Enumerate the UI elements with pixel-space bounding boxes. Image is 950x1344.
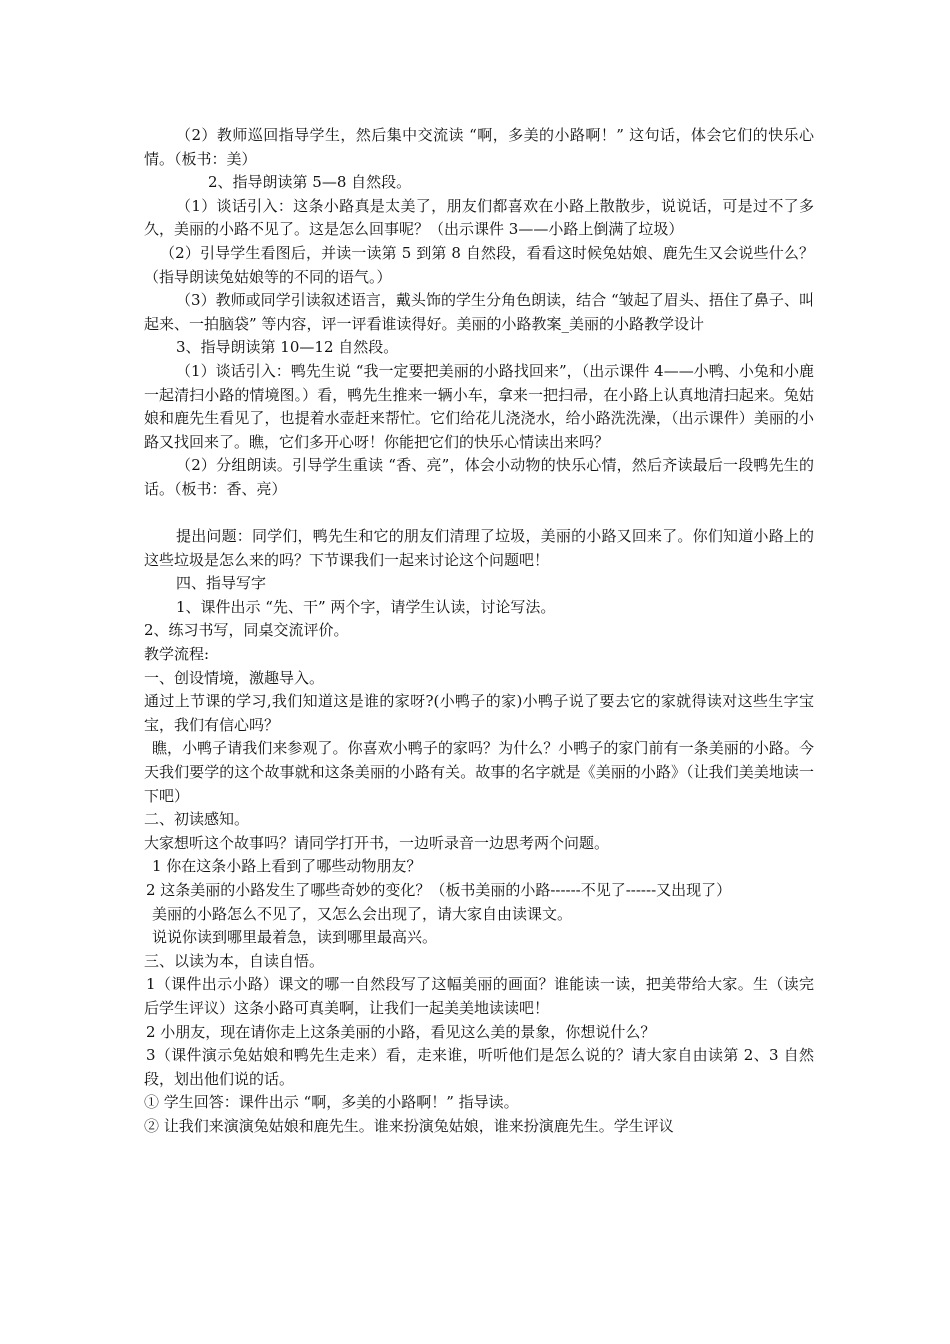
section-heading: 一、创设情境，激趣导入。: [144, 668, 325, 687]
section-heading: 四、指导写字: [176, 574, 267, 593]
paragraph: 2、练习书写，同桌交流评价。: [144, 621, 349, 640]
list-item: 1 你在这条小路上看到了哪些动物朋友？: [152, 857, 422, 876]
list-item: ① 学生回答：课件出示 “啊，多美的小路啊！” 指导读。: [144, 1093, 519, 1112]
section-heading: 二、初读感知。: [144, 810, 250, 829]
paragraph: 美丽的小路怎么不见了，又怎么会出现了，请大家自由读课文。: [152, 904, 573, 923]
paragraph: 3、指导朗读第 10—12 自然段。: [176, 338, 399, 357]
paragraph: （2）分组朗读。引导学生重读 “香、亮”，体会小动物的快乐心情，然后齐读最后一段鸭先生的话。（板书：香、亮）: [144, 456, 814, 498]
paragraph: （1）谈话引入：鸭先生说 “我一定要把美丽的小路找回来”，（出示课件 4——小鸭、小兔和小鹿一起清扫小路的情境图。）看，鸭先生推来一辆小车，拿来一把扫帚，在小路上认真地清扫起来。兔姑娘和鹿先生看见了，也提着水壶赶来帮忙。它们给花儿浇浇水，给小路洗洗澡，（出示课件）美丽的小路又找回来了。瞧，它们多开心呀！你能把它们的快乐心情读出来吗？: [144, 361, 814, 451]
list-item: 1（课件出示小路）课文的哪一自然段写了这幅美丽的画面？谁能读一读，把美带给大家。生（读完后学生评议）这条小路可真美啊，让我们一起美美地读读吧！: [144, 975, 814, 1017]
paragraph: 提出问题：同学们，鸭先生和它的朋友们清理了垃圾，美丽的小路又回来了。你们知道小路上的这些垃圾是怎么来的吗？下节课我们一起来讨论这个问题吧！: [144, 527, 814, 569]
paragraph: 大家想听这个故事吗？请同学打开书，一边听录音一边思考两个问题。: [144, 833, 610, 852]
paragraph: （2）教师巡回指导学生，然后集中交流读 “啊，多美的小路啊！” 这句话，体会它们的快乐心情。（板书：美）: [144, 126, 814, 168]
list-item: 3（课件演示兔姑娘和鸭先生走来）看，走来谁，听听他们是怎么说的？请大家自由读第 2、3 自然段，划出他们说的话。: [144, 1046, 814, 1088]
document-body: [144, 124, 814, 1139]
list-item: 2 小朋友，现在请你走上这条美丽的小路，看见这么美的景象，你想说什么？: [146, 1022, 656, 1041]
paragraph: 说说你读到哪里最着急，读到哪里最高兴。: [152, 928, 438, 947]
paragraph: 1、课件出示 “先、干” 两个字，请学生认读，讨论写法。: [176, 597, 556, 616]
paragraph: 2、指导朗读第 5—8 自然段。: [208, 173, 412, 192]
section-heading: 三、以读为本，自读自悟。: [144, 951, 325, 970]
paragraph: 通过上节课的学习,我们知道这是谁的家呀?(小鸭子的家)小鸭子说了要去它的家就得读对这些生字宝宝，我们有信心吗？: [144, 692, 814, 734]
paragraph: 瞧，小鸭子请我们来参观了。你喜欢小鸭子的家吗？为什么？小鸭子的家门前有一条美丽的小路。今天我们要学的这个故事就和这条美丽的小路有关。故事的名字就是《美丽的小路》（让我们美美地读一下吧）: [144, 739, 814, 805]
blank-line: [144, 502, 814, 526]
paragraph: （3）教师或同学引读叙述语言，戴头饰的学生分角色朗读，结合 “皱起了眉头、捂住了鼻子、叫起来、一拍脑袋” 等内容，评一评看谁读得好。美丽的小路教案_美丽的小路教学设计: [144, 291, 814, 333]
section-heading: 教学流程:: [144, 645, 210, 664]
list-item: ② 让我们来演演兔姑娘和鹿先生。谁来扮演兔姑娘，谁来扮演鹿先生。学生评议: [144, 1116, 674, 1135]
paragraph: （1）谈话引入：这条小路真是太美了，朋友们都喜欢在小路上散散步，说说话，可是过不了多久，美丽的小路不见了。这是怎么回事呢？（出示课件 3——小路上倒满了垃圾）: [144, 196, 814, 239]
list-item: 2 这条美丽的小路发生了哪些奇妙的变化？（板书美丽的小路------不见了------又出现了）: [146, 881, 732, 899]
paragraph: （2）引导学生看图后，并读一读第 5 到第 8 自然段，看看这时候兔姑娘、鹿先生又会说些什么？（指导朗读兔姑娘等的不同的语气。）: [144, 243, 814, 286]
